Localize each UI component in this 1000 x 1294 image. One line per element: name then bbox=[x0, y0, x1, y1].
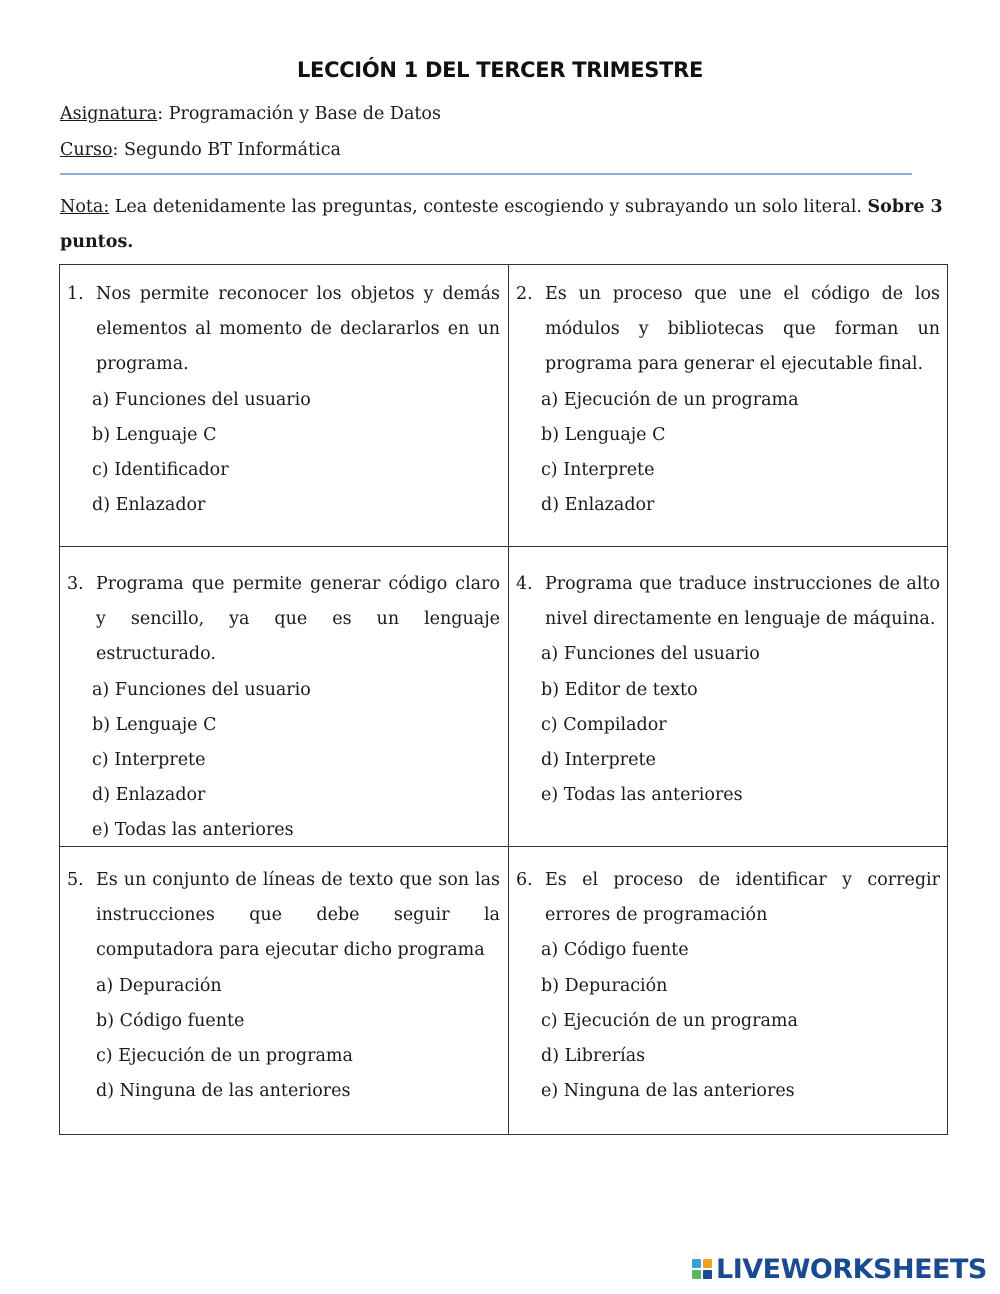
option-b[interactable]: b) Lenguaje C bbox=[92, 714, 217, 735]
course-line bbox=[60, 140, 341, 160]
question-text: Programa que permite generar código claro y sencillo, ya que es un lenguaje estructurado. bbox=[96, 574, 500, 665]
option-list bbox=[92, 383, 500, 524]
liveworksheets-logo[interactable] bbox=[692, 1254, 987, 1284]
option-a[interactable]: a) Funciones del usuario bbox=[92, 389, 311, 410]
option-b[interactable]: b) Depuración bbox=[541, 975, 668, 996]
liveworksheets-logo-icon bbox=[692, 1259, 712, 1279]
option-a[interactable]: a) Depuración bbox=[96, 975, 222, 996]
option-list bbox=[96, 969, 500, 1110]
subject-value: : Programación y Base de Datos bbox=[157, 104, 441, 124]
question-number: 2. bbox=[516, 284, 533, 304]
option-d[interactable]: d) Enlazador bbox=[541, 495, 655, 516]
question-4 bbox=[516, 567, 940, 813]
question-3 bbox=[67, 567, 500, 849]
note-text: Lea detenidamente las preguntas, conteste escogiendo y subrayando un solo literal. bbox=[109, 197, 868, 217]
option-b[interactable]: b) Código fuente bbox=[96, 1010, 245, 1031]
question-text: Nos permite reconocer los objetos y demás elementos al momento de declararlos en un programa. bbox=[96, 284, 500, 375]
question-text: Es un proceso que une el código de los módulos y bibliotecas que forman un programa para generar el ejecutable final. bbox=[545, 284, 940, 375]
option-a[interactable]: a) Funciones del usuario bbox=[541, 644, 760, 665]
option-list bbox=[541, 383, 940, 524]
option-d[interactable]: d) Ninguna de las anteriores bbox=[96, 1081, 351, 1102]
table-row-divider bbox=[60, 546, 947, 547]
option-e[interactable]: e) Ninguna de las anteriores bbox=[541, 1081, 795, 1102]
option-e[interactable]: e) Todas las anteriores bbox=[92, 820, 294, 841]
note-label: Nota: bbox=[60, 197, 110, 217]
option-b[interactable]: b) Editor de texto bbox=[541, 679, 698, 700]
option-e[interactable]: e) Todas las anteriores bbox=[541, 785, 743, 806]
option-list bbox=[541, 933, 940, 1109]
option-d[interactable]: d) Librerías bbox=[541, 1045, 646, 1066]
page-title: LECCIÓN 1 DEL TERCER TRIMESTRE bbox=[296, 58, 704, 82]
option-c[interactable]: c) Compilador bbox=[541, 714, 667, 735]
course-value: : Segundo BT Informática bbox=[112, 140, 341, 160]
table-column-divider bbox=[508, 265, 509, 1134]
option-d[interactable]: d) Enlazador bbox=[92, 785, 206, 806]
instructions-note bbox=[60, 190, 945, 260]
subject-label: Asignatura bbox=[60, 104, 158, 124]
option-list bbox=[541, 637, 940, 813]
option-d[interactable]: d) Enlazador bbox=[92, 495, 206, 516]
option-b[interactable]: b) Lenguaje C bbox=[541, 424, 666, 445]
question-text: Programa que traduce instrucciones de alto nivel directamente en lenguaje de máquina. bbox=[545, 574, 940, 630]
option-d[interactable]: d) Interprete bbox=[541, 749, 656, 770]
option-c[interactable]: c) Interprete bbox=[92, 749, 206, 770]
question-text: Es un conjunto de líneas de texto que son las instrucciones que debe seguir la computadora para ejecutar dicho programa bbox=[96, 870, 500, 961]
option-a[interactable]: a) Funciones del usuario bbox=[92, 679, 311, 700]
question-number: 5. bbox=[67, 870, 84, 890]
option-c[interactable]: c) Interprete bbox=[541, 459, 655, 480]
option-a[interactable]: a) Código fuente bbox=[541, 940, 689, 961]
option-list bbox=[92, 673, 500, 849]
question-1 bbox=[67, 277, 500, 523]
question-2 bbox=[516, 277, 940, 523]
course-label: Curso bbox=[60, 140, 113, 160]
option-c[interactable]: c) Ejecución de un programa bbox=[96, 1045, 353, 1066]
option-c[interactable]: c) Identificador bbox=[92, 459, 229, 480]
logo-text: LIVEWORKSHEETS bbox=[716, 1253, 987, 1285]
option-c[interactable]: c) Ejecución de un programa bbox=[541, 1010, 798, 1031]
question-number: 3. bbox=[67, 574, 84, 594]
option-a[interactable]: a) Ejecución de un programa bbox=[541, 389, 799, 410]
note-points: Sobre 3 puntos. bbox=[60, 197, 943, 252]
question-5 bbox=[67, 863, 500, 1109]
subject-line bbox=[60, 104, 441, 124]
header-divider bbox=[60, 173, 912, 175]
question-6 bbox=[516, 863, 940, 1109]
option-b[interactable]: b) Lenguaje C bbox=[92, 424, 217, 445]
question-number: 1. bbox=[67, 284, 84, 304]
question-number: 6. bbox=[516, 870, 533, 890]
questions-table bbox=[59, 264, 948, 1135]
question-number: 4. bbox=[516, 574, 533, 594]
question-text: Es el proceso de identificar y corregir errores de programación bbox=[545, 870, 940, 926]
